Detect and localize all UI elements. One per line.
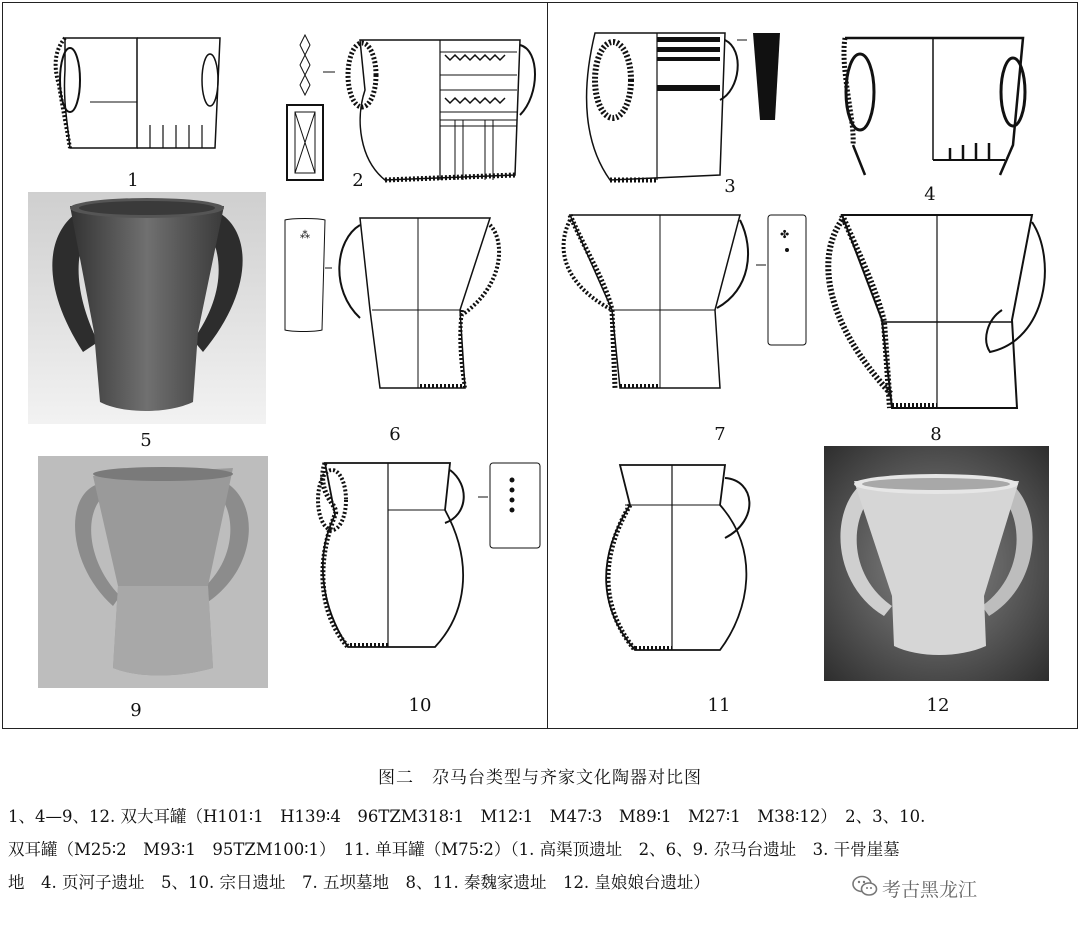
pot-photo-9 bbox=[38, 456, 268, 692]
watermark-text: 考古黑龙江 bbox=[882, 879, 978, 901]
figure-number: 4 bbox=[924, 184, 936, 205]
caption-line-3: 地 4. 页河子遗址 5、10. 宗日遗址 7. 五坝墓地 8、11. 秦魏家遗址 12. 皇娘娘台遗址） bbox=[8, 873, 710, 892]
pot-drawing-4 bbox=[835, 30, 1035, 185]
pot-drawing-8 bbox=[822, 210, 1052, 415]
pot-photo-12 bbox=[824, 446, 1049, 685]
pot-drawing-3 bbox=[575, 25, 800, 190]
figure-number: 11 bbox=[707, 695, 731, 716]
pot-drawing-6 bbox=[280, 210, 510, 400]
svg-text:⁂: ⁂ bbox=[300, 230, 310, 241]
figure-number: 3 bbox=[724, 176, 736, 197]
figure-number: 2 bbox=[352, 170, 364, 191]
pot-drawing-2 bbox=[265, 30, 540, 190]
caption-line-1: 1、4—9、12. 双大耳罐（H101∶1 H139∶4 96TZM318∶1 M12∶1 M47∶3 M89∶1 M27∶1 M38∶12） 2、3、10. bbox=[8, 807, 926, 826]
figure-number: 10 bbox=[408, 695, 432, 716]
wechat-icon bbox=[852, 874, 878, 902]
pot-drawing-1 bbox=[45, 30, 230, 155]
caption-line-2: 双耳罐（M25∶2 M93∶1 95TZM100∶1） 11. 单耳罐（M75∶2）（1. 高渠顶遗址 2、6、9. 尕马台遗址 3. 干骨崖墓 bbox=[8, 840, 900, 859]
caption-title: 图二 尕马台类型与齐家文化陶器对比图 bbox=[378, 768, 702, 788]
figure-number: 5 bbox=[140, 430, 152, 451]
pot-drawing-7 bbox=[560, 210, 810, 395]
figure-number: 7 bbox=[714, 424, 726, 445]
figure-number: 12 bbox=[926, 695, 950, 716]
figure-number: 9 bbox=[130, 700, 142, 721]
pot-drawing-11 bbox=[590, 460, 780, 660]
figure-number: 6 bbox=[389, 424, 401, 445]
pot-photo-5 bbox=[28, 192, 266, 428]
svg-text:✤: ✤ bbox=[780, 228, 790, 241]
pot-drawing-10 bbox=[300, 455, 550, 655]
figure-number: 8 bbox=[930, 424, 942, 445]
figure-number: 1 bbox=[127, 170, 139, 191]
